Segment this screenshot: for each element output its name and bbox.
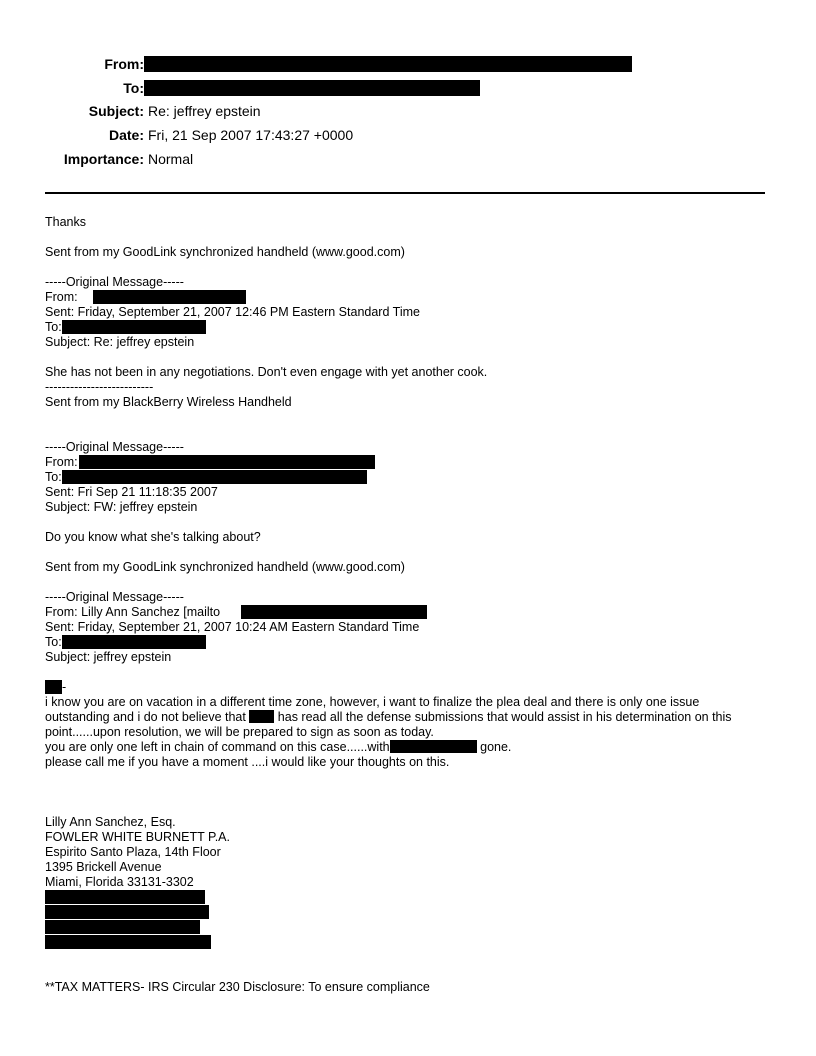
header-importance-value: Normal bbox=[148, 151, 194, 167]
tax-disclosure: **TAX MATTERS- IRS Circular 230 Disclosure: To ensure compliance bbox=[45, 980, 430, 994]
redaction-orig2-to bbox=[62, 470, 367, 484]
original-message-marker: -----Original Message----- bbox=[45, 275, 184, 289]
redaction-inline-name bbox=[249, 710, 274, 723]
orig3-to-label: To: bbox=[45, 635, 62, 649]
orig1-signature: Sent from my BlackBerry Wireless Handheld bbox=[45, 395, 292, 409]
redaction-inline-chain bbox=[390, 740, 477, 753]
redaction-signature-line-1 bbox=[45, 890, 205, 904]
redaction-orig3-to bbox=[62, 635, 206, 649]
signature-address-1: Espirito Santo Plaza, 14th Floor bbox=[45, 845, 221, 859]
redaction-signature-line-4 bbox=[45, 935, 211, 949]
orig3-paragraph-chain bbox=[45, 740, 511, 755]
reply-body: Thanks bbox=[45, 215, 86, 229]
signature-firm: FOWLER WHITE BURNETT P.A. bbox=[45, 830, 230, 844]
redaction-orig1-to bbox=[62, 320, 206, 334]
redaction-from bbox=[144, 56, 632, 72]
orig1-sent-line: Sent: Friday, September 21, 2007 12:46 PM Eastern Standard Time bbox=[45, 305, 420, 319]
salutation-suffix: - bbox=[62, 680, 67, 694]
header-divider bbox=[45, 192, 765, 194]
header-date-label: Date: bbox=[108, 127, 144, 143]
orig2-subject-line: Subject: FW: jeffrey epstein bbox=[45, 500, 198, 514]
redaction-orig1-from bbox=[93, 290, 246, 304]
header-subject-row bbox=[0, 103, 816, 119]
header-importance-label: Importance: bbox=[63, 151, 144, 167]
orig3-from-line: From: Lilly Ann Sanchez [mailto bbox=[45, 605, 221, 619]
header-importance-row bbox=[0, 151, 816, 167]
orig1-from-label: From: bbox=[45, 290, 78, 304]
orig1-subject-line: Subject: Re: jeffrey epstein bbox=[45, 335, 195, 349]
header-subject-label: Subject: bbox=[88, 103, 144, 119]
orig3-subject-line: Subject: jeffrey epstein bbox=[45, 650, 172, 664]
header-from-label: From: bbox=[104, 56, 144, 72]
orig2-sent-line: Sent: Fri Sep 21 11:18:35 2007 bbox=[45, 485, 218, 499]
redaction-salutation bbox=[45, 680, 62, 694]
chain-text-start: you are only one left in chain of command on this case......with bbox=[45, 740, 390, 754]
redaction-orig2-from bbox=[79, 455, 375, 469]
header-date-row bbox=[0, 127, 816, 143]
header-to-label: To: bbox=[123, 80, 144, 96]
orig2-from-label: From: bbox=[45, 455, 78, 469]
header-date-value: Fri, 21 Sep 2007 17:43:27 +0000 bbox=[148, 127, 354, 143]
redaction-signature-line-3 bbox=[45, 920, 200, 934]
orig1-body: She has not been in any negotiations. Don't even engage with yet another cook. bbox=[45, 365, 488, 379]
signature-address-3: Miami, Florida 33131-3302 bbox=[45, 875, 194, 889]
orig1-divider: -------------------------- bbox=[45, 380, 154, 394]
header-subject-value: Re: jeffrey epstein bbox=[148, 103, 261, 119]
orig2-to-label: To: bbox=[45, 470, 62, 484]
redaction-signature-line-2 bbox=[45, 905, 209, 919]
signature-address-2: 1395 Brickell Avenue bbox=[45, 860, 162, 874]
original-message-marker: -----Original Message----- bbox=[45, 440, 184, 454]
orig2-body: Do you know what she's talking about? bbox=[45, 530, 261, 544]
orig3-sent-line: Sent: Friday, September 21, 2007 10:24 AM Eastern Standard Time bbox=[45, 620, 420, 634]
redaction-orig3-from bbox=[241, 605, 427, 619]
reply-signature: Sent from my GoodLink synchronized handheld (www.good.com) bbox=[45, 245, 405, 259]
orig3-paragraph-plea bbox=[45, 695, 767, 740]
plea-text-end: has read all the defense submissions that would assist in his determination on this point......upon resolution, we will be prepared to sign as soon as today. bbox=[45, 710, 732, 739]
orig3-paragraph-call: please call me if you have a moment ....i would like your thoughts on this. bbox=[45, 755, 450, 769]
redaction-to bbox=[144, 80, 480, 96]
signature-name: Lilly Ann Sanchez, Esq. bbox=[45, 815, 176, 829]
original-message-marker: -----Original Message----- bbox=[45, 590, 184, 604]
orig1-to-label: To: bbox=[45, 320, 62, 334]
chain-text-end: gone. bbox=[476, 740, 512, 754]
plea-text-start: i know you are on vacation in a different time zone, however, i want to finalize the plea deal and there is only one issue outstanding and i do not believe that bbox=[45, 695, 700, 724]
orig2-signature: Sent from my GoodLink synchronized handheld (www.good.com) bbox=[45, 560, 405, 574]
